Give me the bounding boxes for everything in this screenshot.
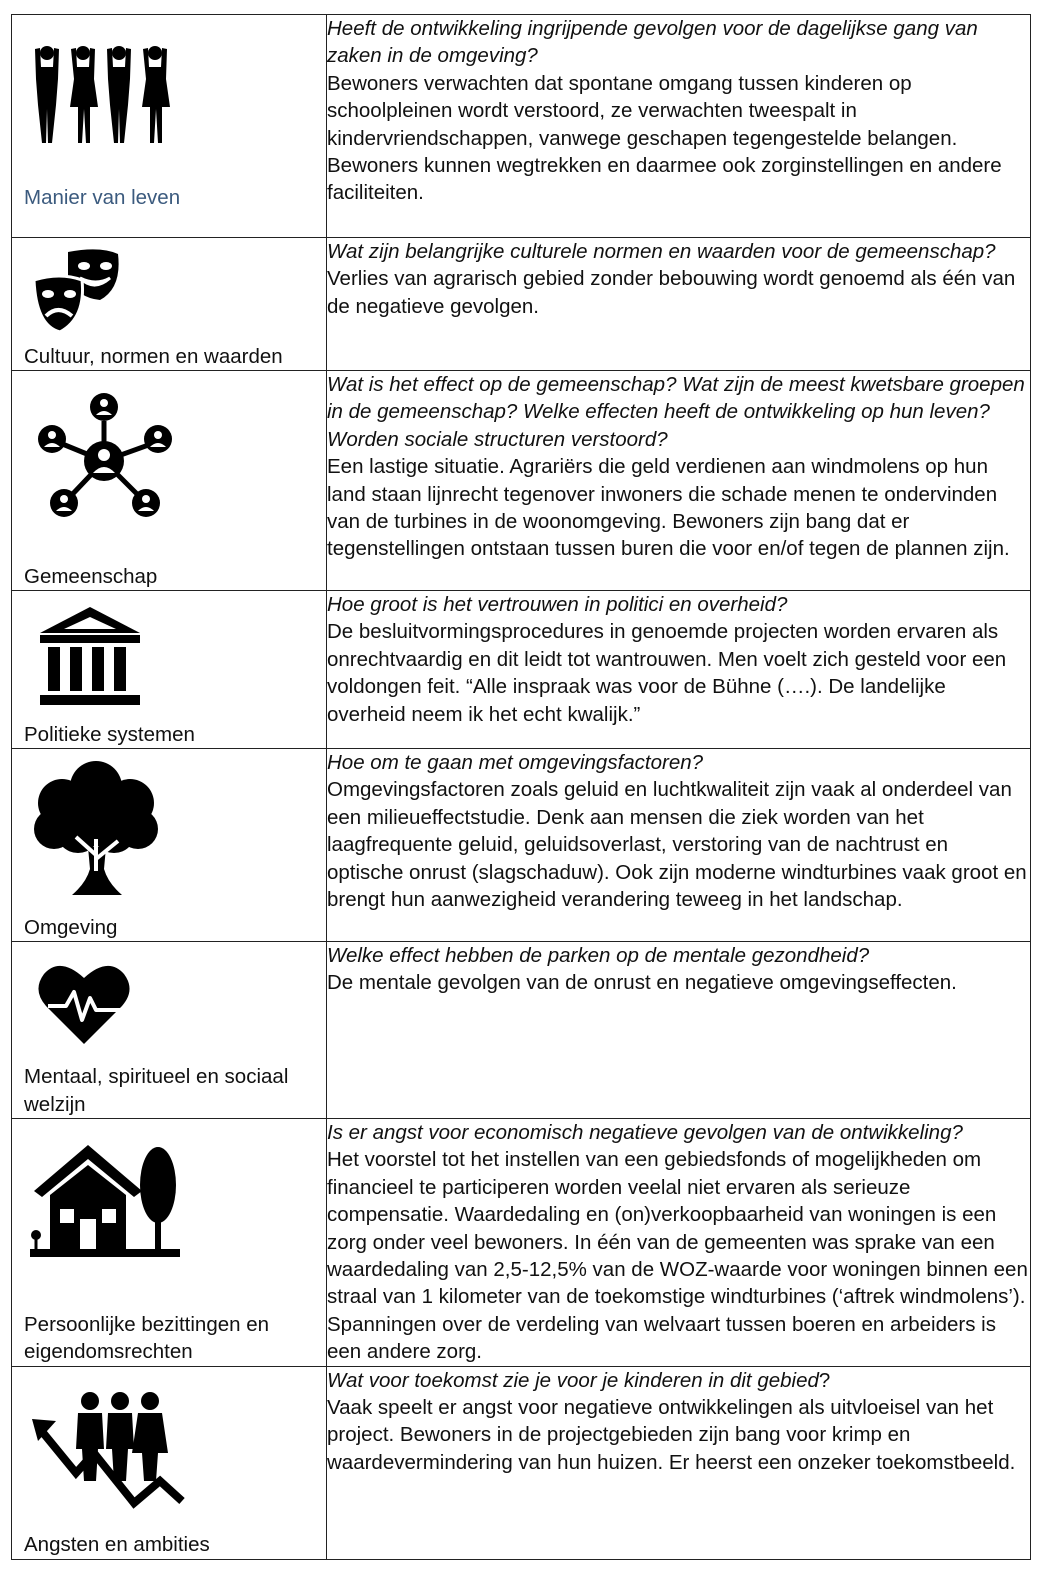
table-row — [12, 1366, 1031, 1559]
people-holding-hands-icon — [32, 45, 178, 145]
description-cell — [327, 371, 1031, 591]
finding-text: Het voorstel tot het instellen van een gebiedsfonds of mogelijkheden om financieel te participeren worden veelal niet ervaren als serieuze compensatie. Waardedaling en (on)verkoopbaarheid van woningen is een zorg onder veel bewoners. In één van de gemeenten was sprake van een waardedaling van 2,5-12,5% van de WOZ-waarde voor woningen binnen een straal van 1 kilometer van de toekomstige windturbines (‘aftrek windmolens’). Spanningen over de verdeling van welvaart tussen boeren en arbeiders is een andere zorg. — [327, 1148, 1028, 1364]
guiding-question: Hoe om te gaan met omgevingsfactoren? — [327, 751, 704, 774]
category-cell — [12, 942, 327, 1119]
table-row — [12, 15, 1031, 238]
category-cell — [12, 238, 327, 371]
finding-text: Vaak speelt er angst voor negatieve ontwikkelingen als uitvloeisel van het project. Bewoners in de projectgebieden zijn bang voor krimp en waardevermindering van hun huizen. Er heerst een onzeker toekomstbeeld. — [327, 1396, 1016, 1474]
theater-masks-icon — [30, 248, 130, 338]
category-cell — [12, 371, 327, 591]
category-cell — [12, 749, 327, 942]
description-cell — [327, 942, 1031, 1119]
guiding-question: Hoe groot is het vertrouwen in politici en overheid? — [327, 593, 788, 616]
tree-icon — [32, 759, 162, 901]
category-cell — [12, 591, 327, 749]
category-cell — [12, 1366, 327, 1559]
guiding-question: Wat zijn belangrijke culturele normen en waarden voor de gemeenschap? — [327, 240, 996, 263]
category-label: Persoonlijke bezittingen en eigendomsrechten — [24, 1312, 270, 1364]
finding-text: Verlies van agrarisch gebied zonder bebouwing wordt genoemd als één van de negatieve gevolgen. — [327, 267, 1016, 318]
finding-text: De mentale gevolgen van de onrust en negatieve omgevingseffecten. — [327, 971, 957, 995]
community-network-icon — [38, 391, 178, 519]
category-label: Manier van leven — [24, 185, 181, 209]
description-cell — [327, 1119, 1031, 1367]
government-building-icon — [36, 607, 144, 707]
description-cell — [327, 749, 1031, 942]
question-mark: ? — [818, 1368, 831, 1392]
category-label: Angsten en ambities — [24, 1533, 210, 1557]
table-row — [12, 1119, 1031, 1367]
table-row — [12, 371, 1031, 591]
table-row — [12, 942, 1031, 1119]
category-label: Mentaal, spiritueel en sociaal welzijn — [24, 1065, 289, 1116]
finding-text: Omgevingsfactoren zoals geluid en luchtkwaliteit zijn vaak al onderdeel van een milieueffectstudie. Denk aan mensen die ziek worden van het laagfrequente geluid, geluidsoverlast, verstoring van de nachtrust en optische onrust (slagschaduw). Ook zijn moderne windturbines vaak groot en brengt hun aanwezigheid verandering teweeg in het landschap. — [327, 778, 1027, 912]
guiding-question: Welke effect hebben de parken op de mentale gezondheid? — [327, 944, 870, 967]
category-label: Gemeenschap — [24, 564, 158, 588]
guiding-question: Wat is het effect op de gemeenschap? Wat zijn de meest kwetsbare groepen in de gemeenschap? Welke effecten heeft de ontwikkeling op hun leven? Worden sociale structuren verstoord? — [327, 373, 1025, 451]
description-cell — [327, 15, 1031, 238]
guiding-question: Is er angst voor economisch negatieve gevolgen van de ontwikkeling? — [327, 1121, 963, 1144]
family-trend-arrow-icon — [32, 1391, 188, 1511]
table-row — [12, 591, 1031, 749]
description-cell — [327, 591, 1031, 749]
impact-table — [11, 14, 1031, 1560]
guiding-question-line — [327, 1367, 1030, 1394]
heartbeat-icon — [38, 960, 130, 1046]
category-label: Cultuur, normen en waarden — [24, 344, 283, 368]
description-cell — [327, 238, 1031, 371]
category-cell — [12, 15, 327, 238]
finding-text: Een lastige situatie. Agrariërs die geld verdienen aan windmolens op hun land staan lijnrecht tegenover inwoners die schade menen te ondervinden van de turbines in de woonomgeving. Bewoners zijn bang dat er tegenstellingen ontstaan tussen buren die voor en/of tegen de plannen zijn. — [327, 455, 1010, 561]
category-cell — [12, 1119, 327, 1367]
finding-text: De besluitvormingsprocedures in genoemde projecten worden ervaren als onrechtvaardig en dit leidt tot wantrouwen. Men voelt zich gesteld voor een voldongen feit. “Alle inspraak was voor de Bühne (….). De landelijke overheid neem ik het echt kwalijk.” — [327, 620, 1007, 726]
category-label: Politieke systemen — [24, 722, 195, 746]
table-row — [12, 749, 1031, 942]
category-label: Omgeving — [24, 915, 118, 939]
finding-text: Bewoners verwachten dat spontane omgang tussen kinderen op schoolpleinen wordt verstoord, ze verwachten tweespalt in kindervriendschappen, vanwege geschapen tegengestelde belangen. Bewoners kunnen wegtrekken en daarmee ook zorginstellingen en andere faciliteiten. — [327, 71, 1002, 205]
guiding-question: Heeft de ontwikkeling ingrijpende gevolgen voor de dagelijkse gang van zaken in de omgeving? — [327, 17, 978, 68]
table-row — [12, 238, 1031, 371]
guiding-question: Wat voor toekomst zie je voor je kinderen in dit gebied — [327, 1368, 819, 1392]
house-tree-icon — [26, 1139, 182, 1259]
description-cell — [327, 1366, 1031, 1559]
